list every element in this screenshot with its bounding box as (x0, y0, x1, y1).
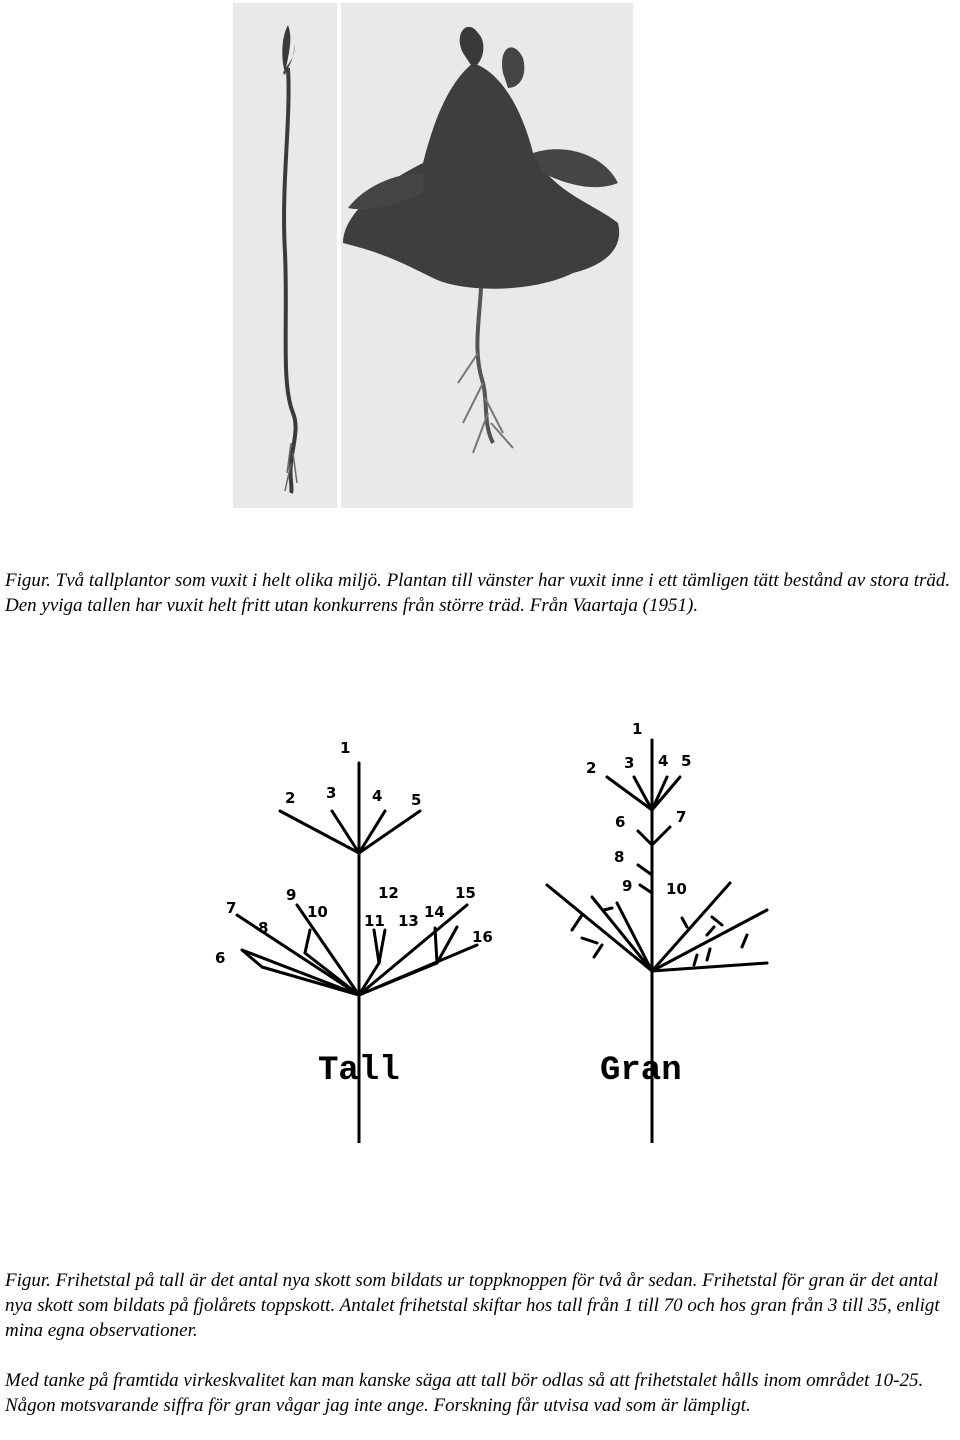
thin-seedling (282, 25, 297, 493)
gran-label-4: 4 (658, 752, 669, 770)
branching-diagram (202, 665, 782, 1143)
tall-label-6: 6 (215, 949, 226, 967)
gran-label-5: 5 (681, 752, 692, 770)
tall-label-15: 15 (455, 884, 476, 902)
gran-label-2: 2 (586, 759, 597, 777)
body-paragraph: Med tanke på framtida virkeskvalitet kan man kanske säga att tall bör odlas så att frihetstalet hålls inom området 10-25. Någon motsvarande siffra för gran vågar jag inte ange. Forskning får utvisa vad som är lämpligt. (5, 1370, 924, 1416)
tall-label-2: 2 (285, 789, 296, 807)
tall-label-4: 4 (372, 787, 383, 805)
tall-title: Tall (318, 1052, 400, 1090)
tall-label-7: 7 (226, 899, 237, 917)
tall-label-10: 10 (307, 903, 328, 921)
tall-label-3: 3 (326, 784, 337, 802)
gran-label-8: 8 (614, 848, 625, 866)
tall-label-5: 5 (411, 791, 422, 809)
tall-label-8: 8 (258, 919, 269, 937)
diagram-caption: Figur. Frihetstal på tall är det antal nya skott som bildats ur toppknoppen för två år sedan. Frihetstal för gran är det antal nya skott som bildats på fjolårets toppskott. Antalet frihetstal skiftar hos tall från 1 till 70 och hos gran från 3 till 35, enligt mina egna observationer. (5, 1270, 940, 1341)
tall-label-1: 1 (340, 739, 351, 757)
bushy-seedling (343, 27, 619, 453)
gran-label-10: 10 (666, 880, 687, 898)
tall-label-12: 12 (378, 884, 399, 902)
tall-label-11: 11 (364, 912, 385, 930)
pine-seedlings-photo (233, 3, 633, 508)
pine-seedlings-icon (233, 3, 633, 508)
tall-label-13: 13 (398, 912, 419, 930)
gran-label-7: 7 (676, 808, 687, 826)
gran-title: Gran (600, 1052, 682, 1090)
gran-label-6: 6 (615, 813, 626, 831)
tall-label-9: 9 (286, 886, 297, 904)
tall-label-14: 14 (424, 903, 445, 921)
tall-label-16: 16 (472, 928, 493, 946)
photo-caption: Figur. Två tallplantor som vuxit i helt olika miljö. Plantan till vänster har vuxit inne i ett tämligen tätt bestånd av stora träd. Den yviga tallen har vuxit helt fritt utan konkurrens från större träd. Från Vaartaja (1951). (5, 570, 951, 616)
gran-label-9: 9 (622, 877, 633, 895)
gran-label-3: 3 (624, 754, 635, 772)
gran-label-1: 1 (632, 720, 643, 738)
branching-diagram-svg (202, 665, 782, 1143)
